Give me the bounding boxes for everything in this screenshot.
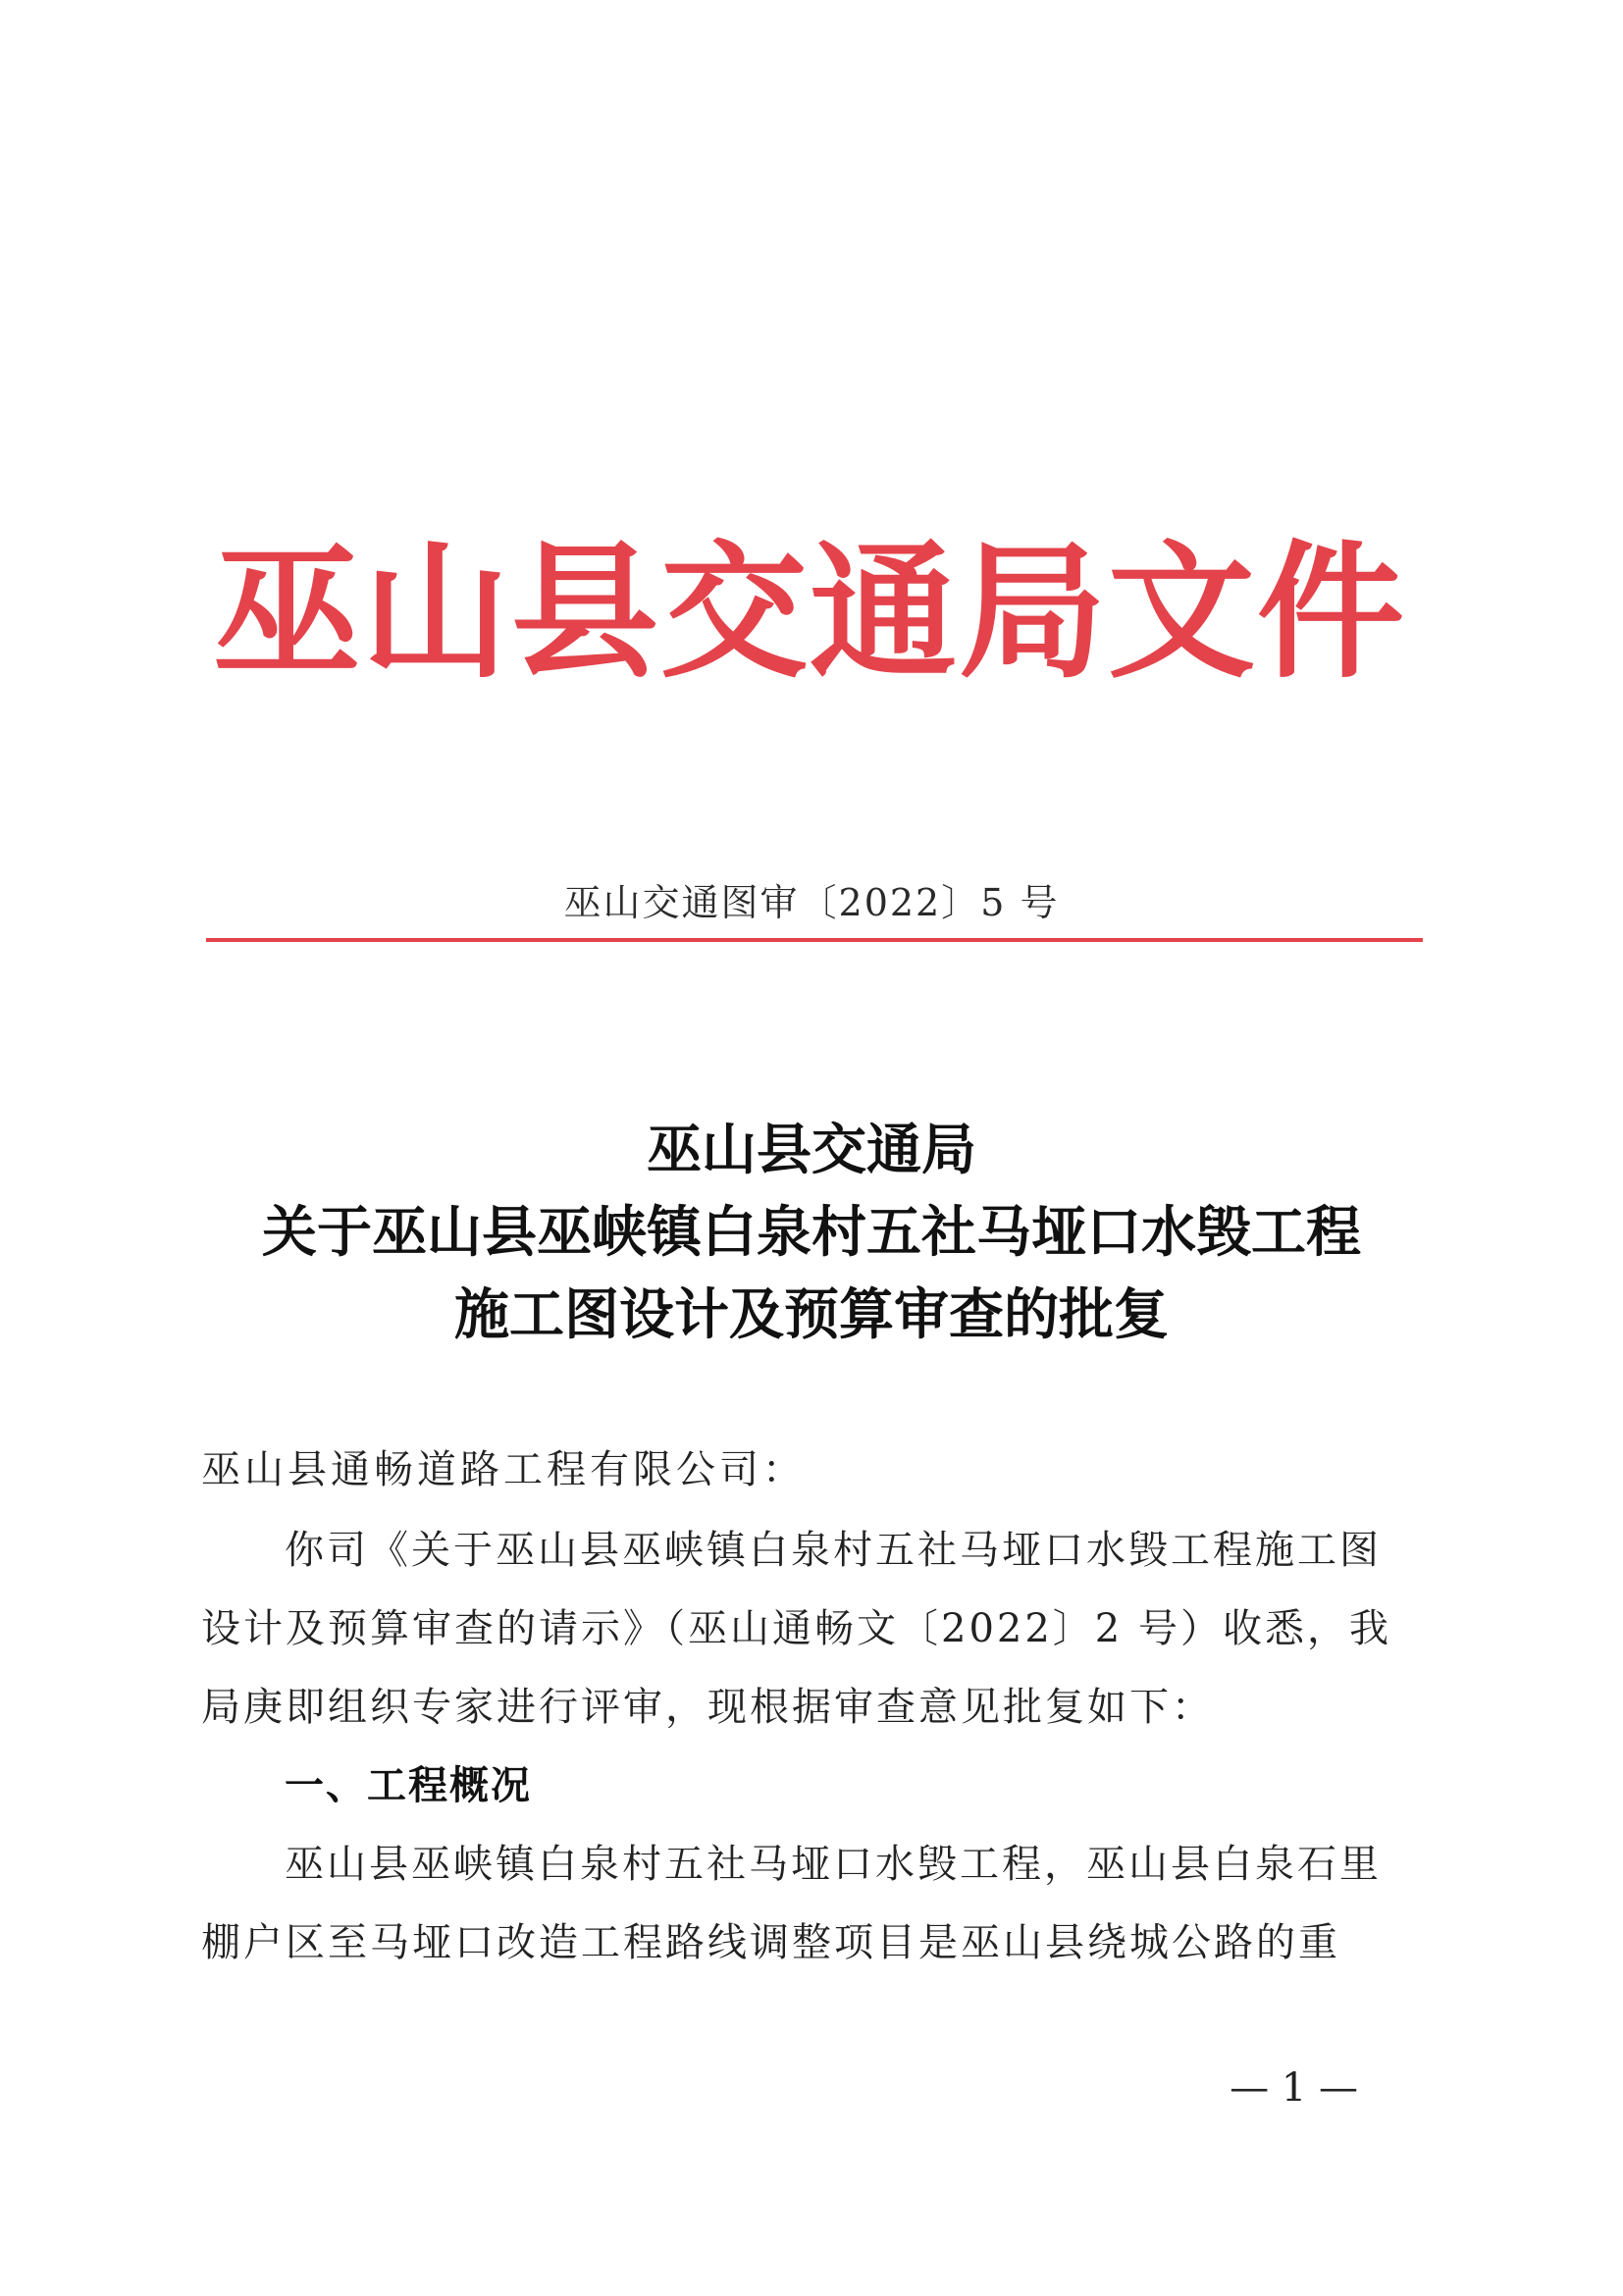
paragraph1-line-1: 你司《关于巫山县巫峡镇白泉村五社马垭口水毁工程施工图 [285,1528,1382,1573]
document-number: 巫山交通图审〔2022〕5 号 [563,881,1060,924]
paragraph2-line-1: 巫山县巫峡镇白泉村五社马垭口水毁工程，巫山县白泉石里 [285,1842,1382,1887]
paragraph2-line-2: 棚户区至马垭口改造工程路线调整项目是巫山县绕城公路的重 [201,1920,1340,1965]
issuing-authority-header: 巫山县交通局文件 [212,528,1406,699]
title-line-3: 施工图设计及预算审查的批复 [454,1282,1169,1347]
red-separator-line [206,938,1423,942]
page-number: — 1 — [1230,2065,1358,2111]
title-line-1: 巫山县交通局 [647,1118,976,1182]
section-heading-overview: 一、工程概况 [285,1763,532,1808]
document-title [0,1109,1623,1356]
paragraph1-line-2: 设计及预算审查的请示》（巫山通畅文〔2022〕2 号）收悉，我 [201,1606,1391,1651]
addressee: 巫山县通畅道路工程有限公司： [201,1447,806,1492]
title-line-2: 关于巫山县巫峡镇白泉村五社马垭口水毁工程 [262,1200,1361,1265]
paragraph1-line-3: 局庚即组织专家进行评审，现根据审查意见批复如下： [201,1685,1214,1730]
